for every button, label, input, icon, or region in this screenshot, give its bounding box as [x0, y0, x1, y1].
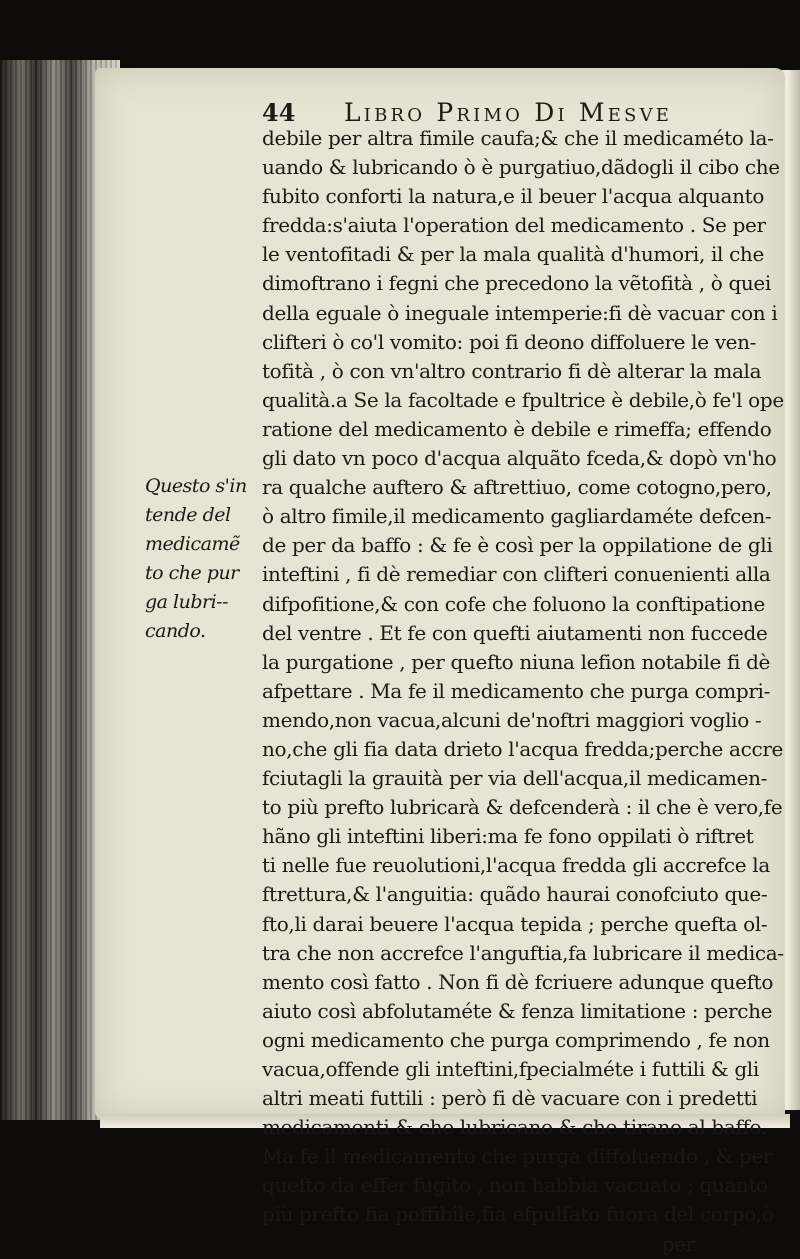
text-line: fto,li darai beuere l'acqua tepida ; perche quefta ol-: [262, 911, 768, 936]
marginal-note-line: cando.: [145, 620, 206, 643]
page-number: 44: [262, 98, 296, 127]
marginal-note-line: medicamẽ: [145, 533, 240, 556]
text-line: Ma fe il medicamento che purga diffoluendo , & per: [262, 1144, 773, 1169]
text-line: no,che gli fia data drieto l'acqua fredda;perche accre: [262, 736, 784, 761]
text-line: della eguale ò ineguale intemperie:fi dè vacuar con i: [262, 300, 778, 325]
text-line: più prefto fia poffibile,fia efpulfato fuora del corpo,ò: [262, 1202, 774, 1227]
marginal-note: [145, 472, 267, 647]
text-line: ratione del medicamento è debile e rimeffa; effendo: [262, 416, 772, 441]
text-line: mento così fatto . Non fi dè fcriuere adunque quefto: [262, 969, 774, 994]
marginal-note-line: ga lubri--: [145, 591, 229, 614]
text-line: quefto da effer fugito , non habbia vacuato ; quanto: [262, 1173, 768, 1198]
text-line: fciutagli la grauità per via dell'acqua,il medicamen-: [262, 766, 768, 791]
text-line: hãno gli inteftini liberi:ma fe fono oppilati ò riftret: [262, 824, 754, 849]
catchword: per: [661, 1231, 695, 1256]
text-line: ti nelle fue reuolutioni,l'acqua fredda gli accrefce la: [262, 853, 770, 878]
text-line: de per da baffo : & fe è così per la oppilatione de gli: [262, 533, 773, 558]
text-line: ra qualche auftero & aftrettiuo, come cotogno,pero,: [262, 475, 772, 500]
text-line: debile per altra fimile caufa;& che il medicaméto la-: [262, 126, 774, 150]
marginal-note-line: tende del: [145, 504, 231, 527]
text-line: mendo,non vacua,alcuni de'noftri maggiori voglio -: [262, 707, 762, 732]
marginal-note-line: Questo s'in: [145, 475, 247, 497]
text-line: tofità , ò con vn'altro contrario fi dè alterar la mala: [262, 358, 762, 383]
text-line: inteftini , fi dè remediar con clifteri conuenienti alla: [262, 562, 771, 587]
body-text: [262, 124, 787, 1259]
text-line: medicamenti & che lubricano & che tirano al baffo.: [262, 1115, 767, 1140]
text-line: difpofitione,& con cofe che foluono la conftipatione: [262, 591, 765, 616]
running-title: Libro Primo Di Mesve: [344, 98, 673, 127]
text-line: qualità.a Se la facoltade e fpultrice è debile,ò fe'l ope: [262, 387, 784, 412]
text-line: ogni medicamento che purga comprimendo , fe non: [262, 1027, 770, 1052]
text-line: aiuto così abfolutaméte & fenza limitatione : perche: [262, 998, 773, 1023]
text-line: le ventofitadi & per la mala qualità d'humori, il che: [262, 242, 764, 267]
text-line: gli dato vn poco d'acqua alquãto fceda,& dopò vn'ho: [262, 446, 777, 471]
text-line: del ventre . Et fe con quefti aiutamenti non fuccede: [262, 620, 768, 645]
text-line: la purgatione , per quefto niuna lefion notabile fi dè: [262, 649, 771, 674]
marginal-note-line: to che pur: [145, 562, 239, 585]
text-line: fredda:s'aiuta l'operation del medicamento . Se per: [262, 213, 766, 238]
text-line: vacua,offende gli inteftini,fpecialméte i futtili & gli: [262, 1057, 759, 1081]
text-line: ò altro fimile,il medicamento gagliardaméte defcen-: [262, 504, 772, 529]
text-line: ftrettura,& l'anguitia: quãdo haurai conofciuto que-: [262, 882, 768, 907]
text-line: clifteri ò co'l vomito: poi fi deono diffoluere le ven-: [262, 329, 757, 354]
text-line: afpettare . Ma fe il medicamento che purga compri-: [262, 678, 771, 703]
text-line: uando & lubricando ò è purgatiuo,dãdogli il cibo che: [262, 155, 780, 180]
text-line: tra che non accrefce l'anguftia,fa lubricare il medica-: [262, 940, 784, 965]
text-line: altri meati futtili : però fi dè vacuare con i predetti: [262, 1086, 758, 1111]
text-line: dimoftrano i fegni che precedono la vẽtofità , ò quei: [262, 271, 771, 296]
text-line: fubito conforti la natura,e il beuer l'acqua alquanto: [262, 184, 765, 209]
text-line: to più prefto lubricarà & defcenderà : il che è vero,fe: [262, 795, 783, 820]
